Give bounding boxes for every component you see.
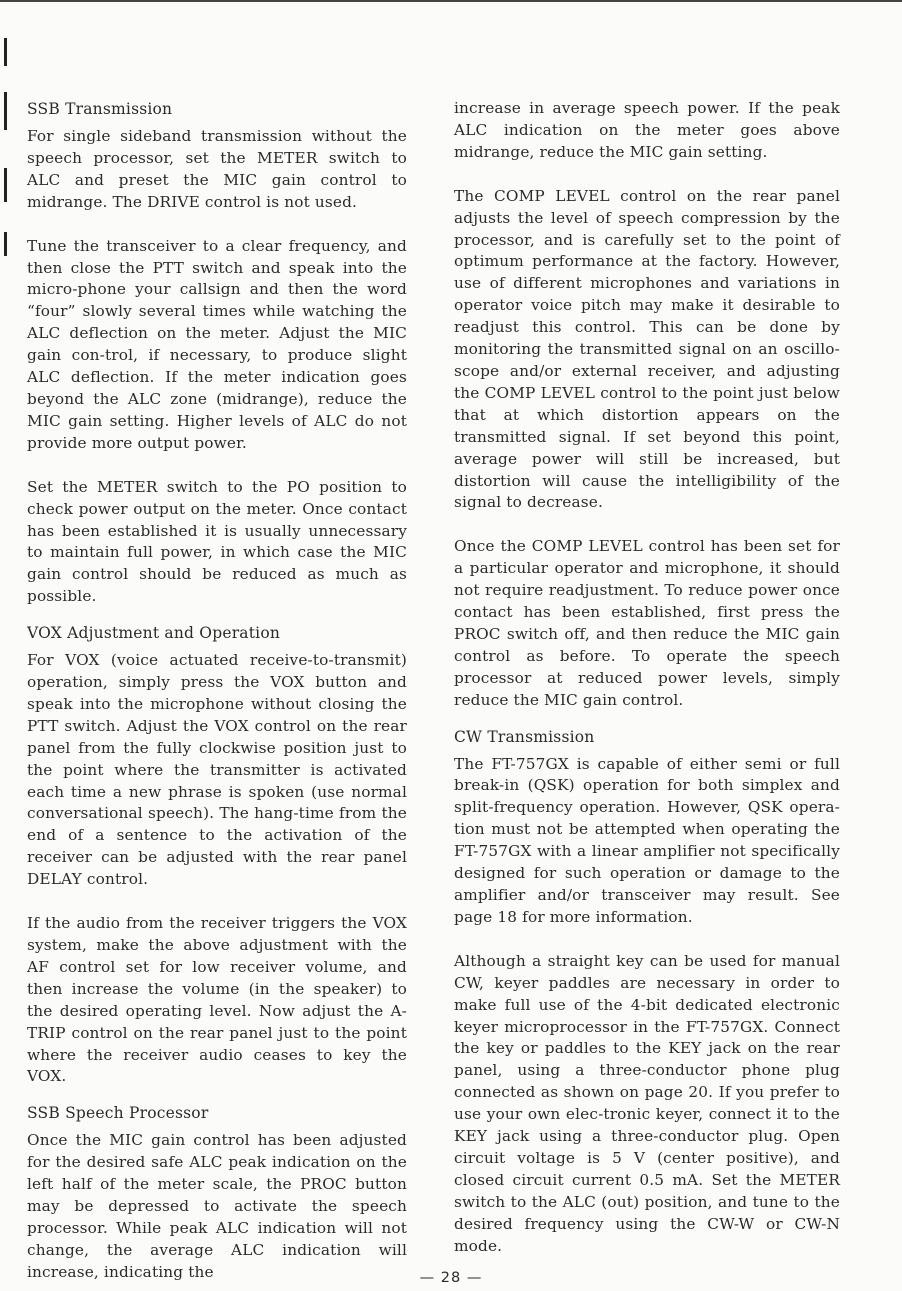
page-number: — 28 — <box>419 1270 483 1286</box>
margin-mark <box>4 168 7 202</box>
section-heading-speech-processor: SSB Speech Processor <box>27 1104 209 1123</box>
paragraph: For single sideband transmission without the speech processor, set the METER switch to ALC and preset the MIC gain control to midrange. The DRIVE control is not used. <box>27 127 407 211</box>
scan-edge-line <box>0 0 902 2</box>
margin-mark <box>4 92 7 130</box>
left-column <box>27 98 407 1284</box>
paragraph: Although a straight key can be used for manual CW, keyer paddles are necessary in order to make full use of the 4-bit dedicated electronic keyer microprocessor in the FT-757GX. Connect the key or paddles to the KEY jack on the rear panel, using a three-conductor phone plug connected as shown on page 20. If you prefer to use your own elec-tronic keyer, connect it to the KEY jack using a three-conductor plug. Open circuit voltage is 5 V (center positive), and closed circuit current 0.5 mA. Set the METER switch to the ALC (out) position, and tune to the desired frequency using the CW-W or CW-N mode. <box>454 951 840 1255</box>
margin-mark <box>4 38 7 66</box>
paragraph: The FT-757GX is capable of either semi or full break-in (QSK) operation for both simplex and split-frequency operation. However, QSK opera-tion must not be attempted when operating the FT-757GX with a linear amplifier not specifically designed for such operation or damage to the amplifier and/or transceiver may result. See page 18 for more information. <box>454 754 840 926</box>
paragraph: The COMP LEVEL control on the rear panel adjusts the level of speech compression by the processor, and is carefully set to the point of optimum performance at the factory. However, use of different microphones and variations in operator voice pitch may make it desirable to readjust this control. This can be done by monitoring the transmitted signal on an oscillo-scope and/or external receiver, and adjusting the COMP LEVEL control to the point just below that at which distortion appears on the transmitted signal. If set beyond this point, average power will still be increased, but distortion will cause the intelligibility of the signal to decrease. <box>454 186 840 512</box>
paragraph: Set the METER switch to the PO position to check power output on the meter. Once contact has been established it is usually unnecessary to maintain full power, in which case the MIC gain control should be reduced as much as possible. <box>27 477 407 606</box>
paragraph: Once the MIC gain control has been adjusted for the desired safe ALC peak indication on the left half of the meter scale, the PROC button may be depressed to activate the speech processor. While peak ALC indication will not change, the average ALC indication will increase, indicating the <box>27 1131 407 1281</box>
section-heading-cw-transmission: CW Transmission <box>454 727 595 746</box>
paragraph: Once the COMP LEVEL control has been set for a particular operator and microphone, it should not require readjustment. To reduce power once contact has been established, first press the PROC switch off, and then reduce the MIC gain control as before. To operate the speech processor at reduced power levels, simply reduce the MIC gain control. <box>454 537 840 709</box>
section-heading-vox: VOX Adjustment and Operation <box>27 624 281 643</box>
section-heading-ssb-transmission: SSB Transmission <box>27 100 173 118</box>
paragraph: increase in average speech power. If the peak ALC indication on the meter goes above midrange, reduce the MIC gain setting. <box>454 99 840 161</box>
right-column <box>454 98 840 1258</box>
paragraph: Tune the transceiver to a clear frequency, and then close the PTT switch and speak into the micro-phone your callsign and then the word “four” slowly several times while watching the ALC deflection on the meter. Adjust the MIC gain con-trol, if necessary, to produce slight ALC deflection. If the meter indication goes beyond the ALC zone (midrange), reduce the MIC gain setting. Higher levels of ALC do not provide more output power. <box>27 236 407 452</box>
paragraph: For VOX (voice actuated receive-to-transmit) operation, simply press the VOX button and speak into the microphone without closing the PTT switch. Adjust the VOX control on the rear panel from the fully clockwise position just to the point where the transmitter is activated each time a new phrase is spoken (use normal conversational speech). The hang-time from the end of a sentence to the activation of the receiver can be adjusted with the rear panel DELAY control. <box>27 651 407 889</box>
paragraph: If the audio from the receiver triggers the VOX system, make the above adjustment with the AF control set for low receiver volume, and then increase the volume (in the speaker) to the desired operating level. Now adjust the A-TRIP control on the rear panel just to the point where the receiver audio ceases to key the VOX. <box>27 914 407 1086</box>
margin-mark <box>4 232 7 256</box>
